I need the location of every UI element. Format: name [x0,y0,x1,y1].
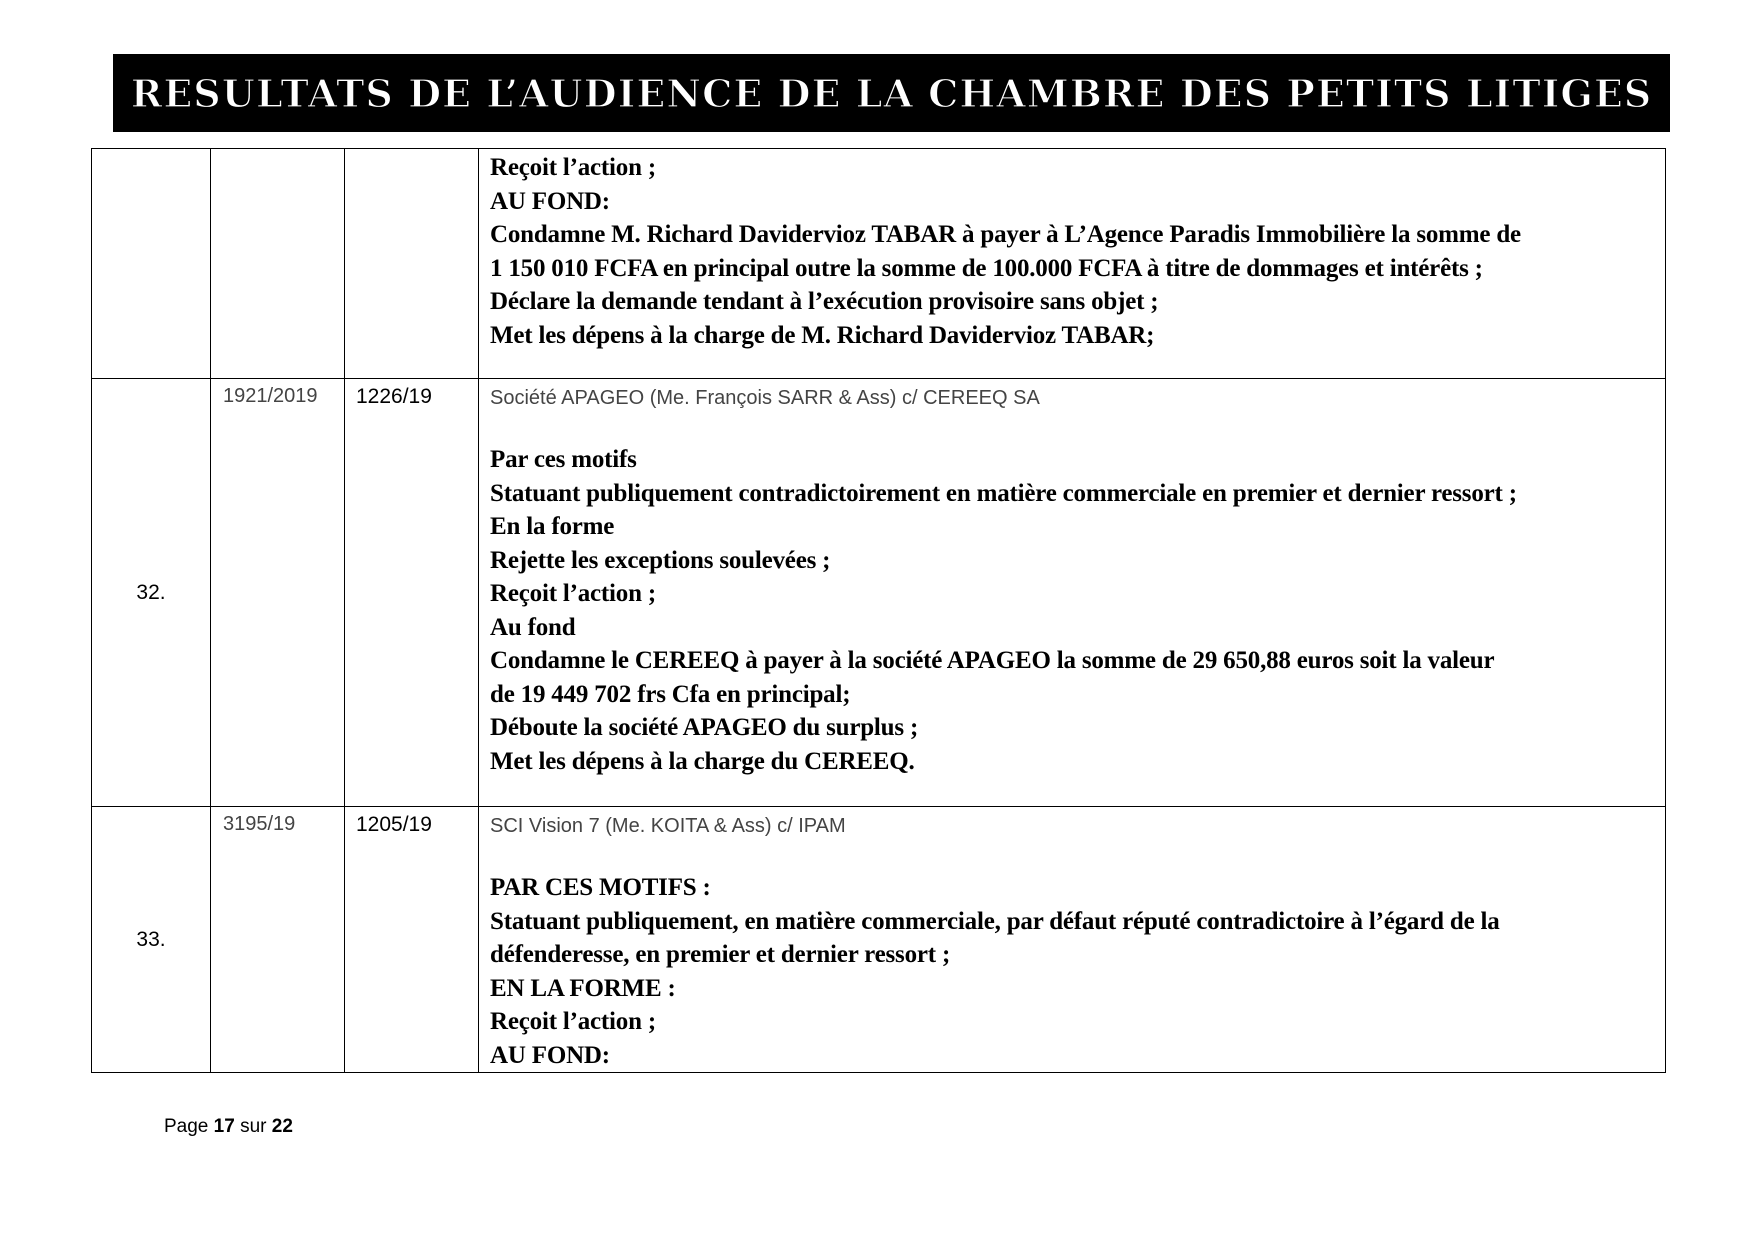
decision-line: Reçoit l’action ; [490,580,656,607]
decision-line: Déboute la société APAGEO du surplus ; [490,714,919,741]
current-page-number: 17 [213,1116,235,1137]
roll-number [211,149,345,379]
decision-line: Reçoit l’action ; [490,154,656,181]
judgment-number: 1205/19 [345,807,479,1073]
table-row [92,149,1666,379]
decision-line: Condamne M. Richard Davidervioz TABAR à payer à L’Agence Paradis Immobilière la somme de [490,221,1521,248]
decision-line: EN LA FORME : [490,974,676,1002]
page-label: Page [164,1116,209,1137]
page-footer [164,1116,293,1138]
decision-line: AU FOND: [490,1041,610,1069]
decision-line: AU FOND: [490,187,610,215]
table-row [92,807,1666,1073]
decision-line: Au fond [490,613,576,641]
decision-line: Par ces motifs [490,446,637,473]
decision-line: PAR CES MOTIFS : [490,874,711,901]
judgment-number [345,149,479,379]
decision-cell [479,379,1666,807]
judgment-number: 1226/19 [345,379,479,807]
decision-line: Rejette les exceptions soulevées ; [490,546,831,574]
case-parties: Société APAGEO (Me. François SARR & Ass) c/ CEREEQ SA [490,387,1040,409]
results-table [91,148,1666,1073]
table-row [92,379,1666,807]
decision-line: défenderesse, en premier et dernier ressort ; [490,941,951,968]
decision-line: Statuant publiquement, en matière commerciale, par défaut réputé contradictoire à l’égard de la [490,907,1500,935]
roll-number: 3195/19 [211,807,345,1073]
decision-line: de 19 449 702 frs Cfa en principal; [490,680,851,708]
decision-line: Reçoit l’action ; [490,1008,656,1035]
page-title-banner [113,54,1670,132]
case-number [92,149,211,379]
decision-line: Condamne le CEREEQ à payer à la société APAGEO la somme de 29 650,88 euros soit la valeur [490,647,1495,674]
case-number: 33. [92,807,211,1073]
decision-line: 1 150 010 FCFA en principal outre la somme de 100.000 FCFA à titre de dommages et intérêts ; [490,254,1483,282]
decision-line: En la forme [490,513,615,540]
total-pages-number: 22 [271,1116,293,1137]
decision-line: Statuant publiquement contradictoirement en matière commerciale en premier et dernier ressort ; [490,479,1517,507]
decision-line: Met les dépens à la charge de M. Richard Davidervioz TABAR; [490,321,1155,349]
decision-line: Déclare la demande tendant à l’exécution provisoire sans objet ; [490,288,1159,315]
decision-cell [479,807,1666,1073]
case-parties: SCI Vision 7 (Me. KOITA & Ass) c/ IPAM [490,815,846,837]
decision-cell [479,149,1666,379]
roll-number: 1921/2019 [211,379,345,807]
case-number: 32. [92,379,211,807]
page-title: RESULTATS DE L’AUDIENCE DE LA CHAMBRE DES PETITS LITIGES [130,70,1653,116]
page-of-label: sur [240,1116,267,1137]
decision-line: Met les dépens à la charge du CEREEQ. [490,747,915,775]
